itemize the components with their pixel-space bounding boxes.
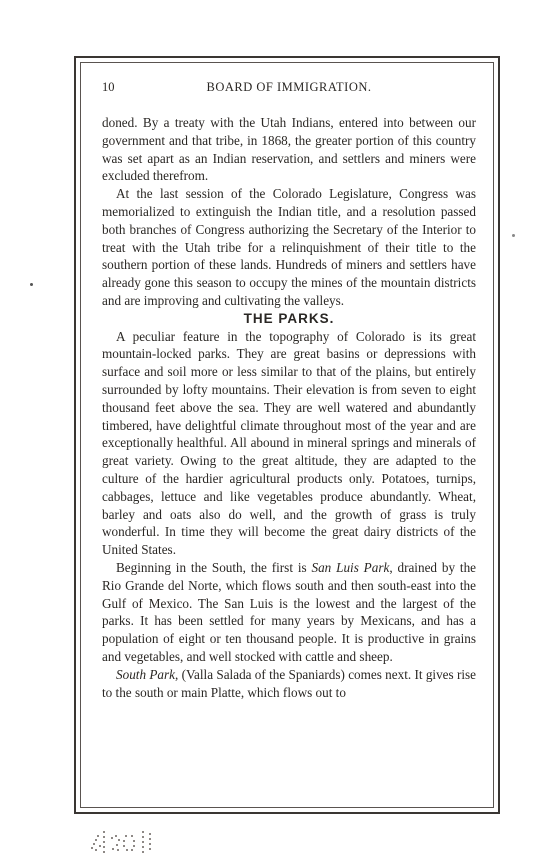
section-heading: THE PARKS. <box>243 310 335 326</box>
paragraph-5-rest: , (Valla Salada of the Spaniards) comes next. It gives rise to the south or main Platte, which flows out to <box>102 666 477 700</box>
page-header <box>102 80 476 100</box>
san-luis-park-name: San Luis Park <box>311 559 390 575</box>
paragraph-4-start: Beginning in the South, the first is <box>116 559 312 575</box>
margin-mark-right <box>512 234 515 237</box>
body-text <box>102 114 476 701</box>
paragraph-4 <box>102 559 476 666</box>
library-perforation-stamp <box>88 826 174 856</box>
paragraph-1: doned. By a treaty with the Utah Indians, entered into between our government and that tribe, in 1868, the greater portion of this country was set apart as an Indian reservation, and settlers and miners were excluded therefrom. <box>102 115 476 184</box>
page-number: 10 <box>102 80 115 94</box>
paragraph-4-rest: , drained by the Rio Grande del Norte, which flows south and then south-east into the Gulf of Mexico. The San Luis is the lowest and the largest of the parks. It has been settled for many years by Mexicans, and has a population of eight or ten thousand people. It is productive in grains and vegetables, and well stocked with cattle and sheep. <box>102 559 477 664</box>
paragraph-5 <box>102 666 476 702</box>
south-park-name: South Park <box>116 666 175 682</box>
paragraph-2: At the last session of the Colorado Legislature, Congress was memorialized to extinguish the Indian title, and a resolution passed both branches of Congress authorizing the Secretary of the Interior to treat with the Utah tribe for a relinquishment of their title to the southern portion of these lands. Hundreds of miners and settlers have already gone this season to occupy the mines of the mountain districts and are improving and cultivating the valleys. <box>102 186 476 308</box>
margin-mark <box>30 283 33 286</box>
running-title: BOARD OF IMMIGRATION. <box>206 80 372 94</box>
paragraph-3: A peculiar feature in the topography of Colorado is its great mountain-locked parks. They are great basins or depressions with surface and soil more or less similar to that of the plains, but entirely surrounded by lofty mountains. Their elevation is from seven to eight thousand feet above the sea. They are well watered and abundantly timbered, have delightful climate throughout most of the year and are exceptionally healthful. All abound in mineral springs and minerals of great variety. Owing to the great altitude, they are adapted to the culture of the hardier agricultural products only. Potatoes, turnips, cabbages, lettuce and like vegetables produce abundantly. Wheat, barley and oats also do well, and the growth of grass is truly wonderful. In time they will become the great dairy districts of the United States. <box>102 328 476 558</box>
